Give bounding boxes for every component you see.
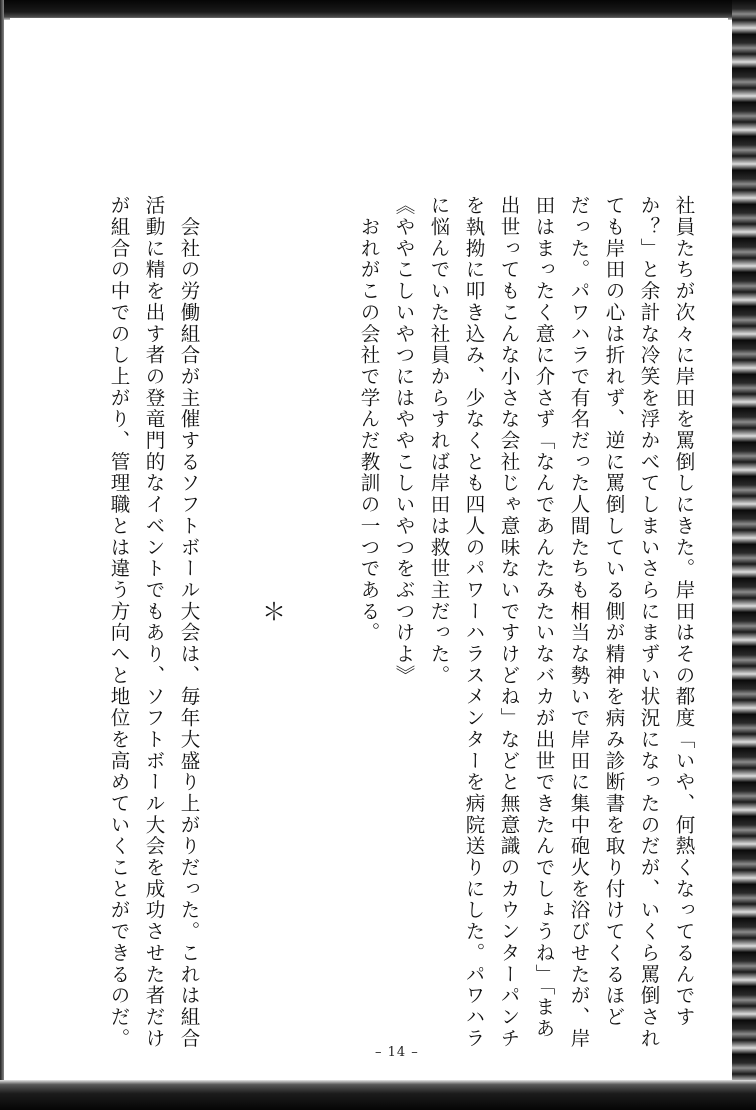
text-line: を執拗に叩き込み、少なくとも四人のパワーハラスメンターを病院送りにした。パワハラ: [462, 195, 486, 1049]
text-line: に悩んでいた社員からすれば岸田は救世主だった。: [427, 195, 451, 687]
text-line: 田はまったく意に介さず「なんであんたみたいなバカが出世できたんでしょうね」「まあ: [532, 195, 556, 1040]
text-line: 活動に精を出す者の登竜門的なイベントでもあり、ソフトボール大会を成功させた者だけ: [142, 195, 166, 1049]
section-separator: ＊: [262, 598, 286, 626]
text-line: おれがこの会社で学んだ教訓の一つである。: [357, 195, 381, 644]
text-line: 出世ってもこんな小さな会社じゃ意味ないですけどね」などと無意識のカウンターパンチ: [497, 195, 521, 1049]
text-line: だった。パワハラで有名だった人間たちも相当な勢いで岸田に集中砲火を浴びせたが、岸: [567, 195, 591, 1049]
page-number: – 14 –: [375, 1045, 419, 1060]
scan-border-left: [0, 0, 4, 1110]
text-line: 《ややこしいやつにはややこしいやつをぶつけよ》: [392, 195, 416, 687]
text-line: か？」と余計な冷笑を浮かべてしまいさらにまずい状況になったのだが、いくら罵倒され: [637, 195, 661, 1049]
scan-border-top: [0, 0, 756, 20]
text-line: 社員たちが次々に岸田を罵倒しにきた。岸田はその都度「いや、何熱くなってるんです: [672, 195, 696, 1028]
scan-border-right: [732, 0, 756, 1110]
text-line: 会社の労働組合が主催するソフトボール大会は、毎年大盛り上がりだった。これは組合: [177, 195, 201, 1049]
text-line: が組合の中でのし上がり、管理職とは違う方向へと地位を高めていくことができるのだ。: [107, 195, 131, 1049]
text-line: ても岸田の心は折れず、逆に罵倒している側が精神を病み診断書を取り付けてくるほど: [602, 195, 626, 1028]
scan-border-bottom: [0, 1080, 756, 1110]
book-page: [10, 18, 728, 1080]
